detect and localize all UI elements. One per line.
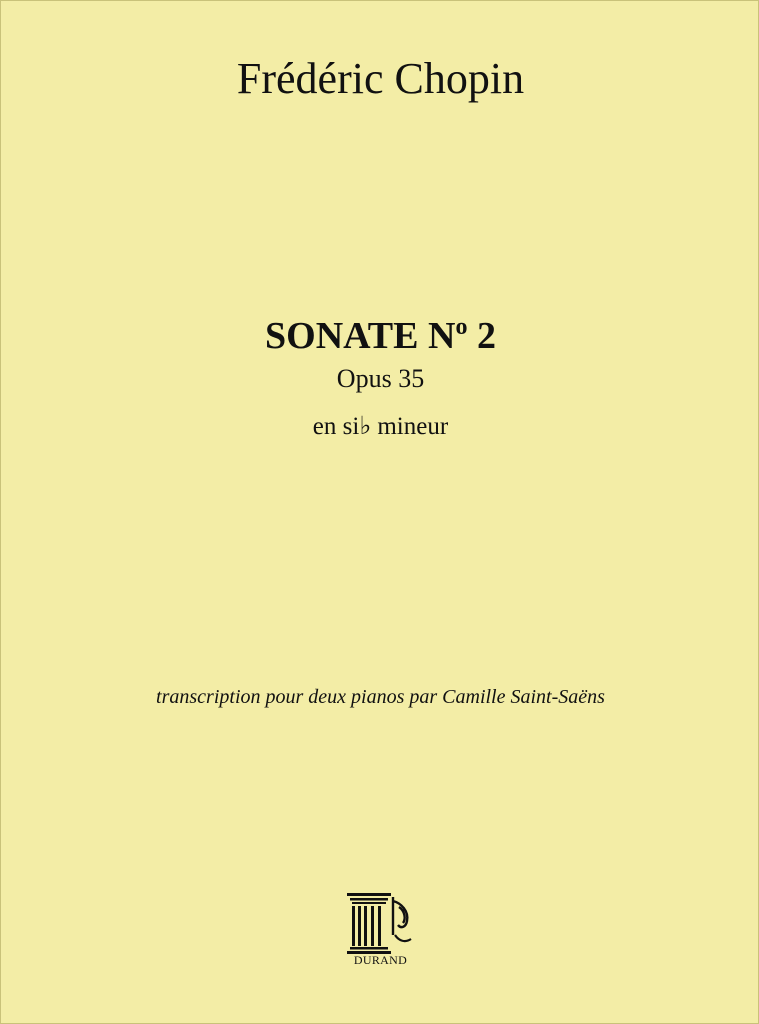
- transcription-credit: transcription pour deux pianos par Camille Saint-Saëns: [156, 686, 605, 708]
- work-number: 2: [476, 315, 496, 357]
- work-title-superscript: o: [455, 314, 468, 340]
- publisher-name: DURAND: [353, 953, 408, 967]
- key-signature: en si♭ mineur: [312, 413, 449, 440]
- work-title: [1, 304, 759, 359]
- composer-name: Frédéric Chopin: [236, 54, 525, 103]
- work-title-text: SONATE N: [265, 315, 456, 357]
- opus-number: Opus 35: [336, 364, 425, 393]
